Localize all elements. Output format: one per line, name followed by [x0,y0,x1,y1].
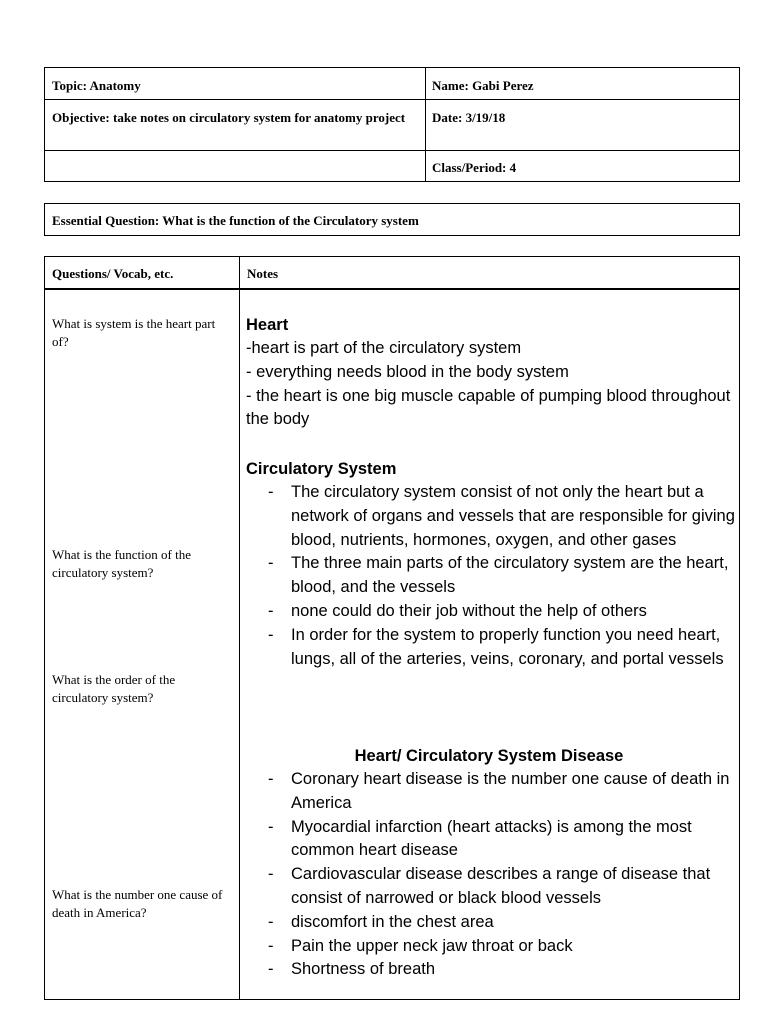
notes-table-header-divider [44,288,740,290]
disease-heading: Heart/ Circulatory System Disease [354,747,624,765]
notes-table-divider-vertical [239,256,240,1000]
objective-field: Objective: take notes on circulatory system for anatomy project [52,110,406,125]
column-header-questions: Questions/ Vocab, etc. [52,266,174,281]
heart-note-line: - everything needs blood in the body system [246,362,569,381]
class-period-field: Class/Period: 4 [432,160,517,175]
list-item: - Pain the upper neck jaw throat or back [246,935,732,959]
question-order: What is the order of the circulatory system? [52,672,176,705]
question-heart-system: What is system is the heart part of? [52,316,216,349]
heart-note-line: -heart is part of the circulatory system [246,339,522,357]
topic-field: Topic: Anatomy [52,78,141,93]
header-divider-row2 [44,150,740,151]
header-divider-row1 [44,99,740,100]
list-item: - In order for the system to properly function you need heart, lungs, all of the arteries, veins, coronary, and portal vessels [246,624,738,672]
name-field: Name: Gabi Perez [432,78,534,93]
circulatory-system-heading: Circulatory System [246,460,397,478]
heart-note-line: - the heart is one big muscle capable of pumping blood throughout the body [246,386,731,429]
header-divider-vertical [425,67,426,182]
list-item: - Cardiovascular disease describes a range of disease that consist of narrowed or black blood vessels [246,863,732,911]
disease-list [246,768,732,982]
date-field: Date: 3/19/18 [432,110,506,125]
list-item: - Myocardial infarction (heart attacks) is among the most common heart disease [246,816,732,864]
heart-notes [246,337,736,432]
column-header-notes: Notes [247,266,279,281]
list-item: - none could do their job without the help of others [246,600,738,624]
circulatory-system-list [246,481,738,671]
question-cause-of-death: What is the number one cause of death in America? [52,887,223,920]
list-item: - Coronary heart disease is the number one cause of death in America [246,768,732,816]
list-item: - discomfort in the chest area [246,911,732,935]
list-item: - The circulatory system consist of not only the heart but a network of organs and vessels that are responsible for giving blood, nutrients, hormones, oxygen, and other gases [246,481,738,552]
list-item: - The three main parts of the circulatory system are the heart, blood, and the vessels [246,552,738,600]
heart-heading: Heart [246,316,289,334]
essential-question: Essential Question: What is the function of the Circulatory system [52,213,419,228]
question-function: What is the function of the circulatory system? [52,547,191,580]
list-item: - Shortness of breath [246,958,732,982]
